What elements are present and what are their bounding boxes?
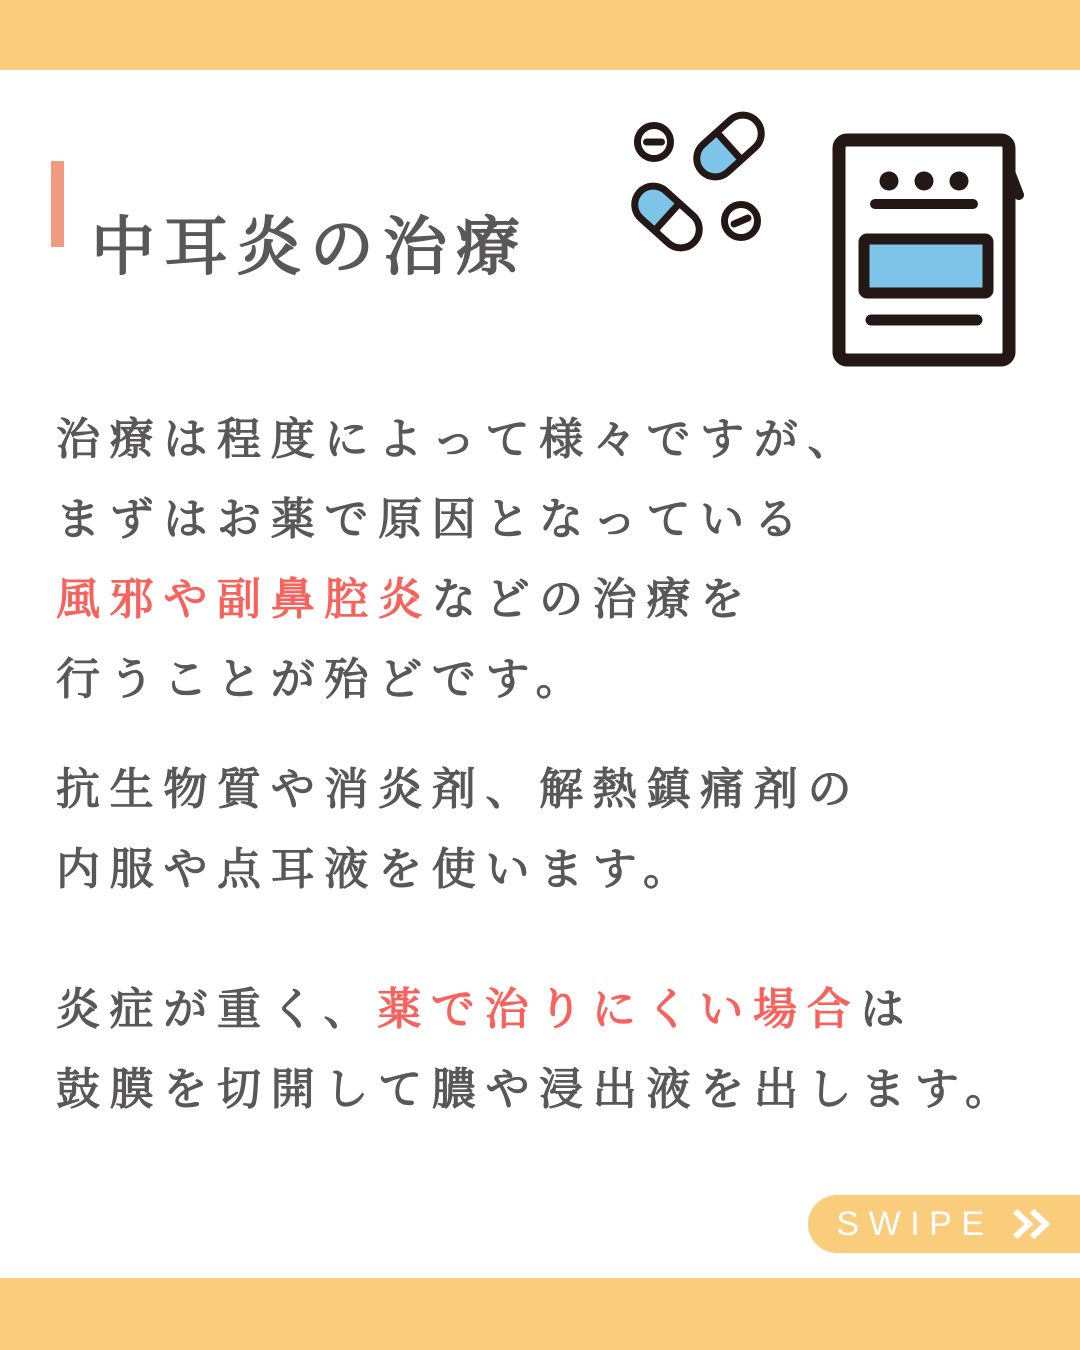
text-line xyxy=(56,750,1046,830)
text-line xyxy=(56,1050,1046,1130)
text-line xyxy=(56,640,1046,720)
text-segment: 鼓膜を切開して膿や浸出液を出します。 xyxy=(56,1065,1019,1114)
page-title: 中耳炎の治療 xyxy=(91,210,529,283)
text-segment: 炎症が重く、 xyxy=(56,985,378,1034)
swipe-button[interactable] xyxy=(808,1195,1080,1253)
text-segment: は xyxy=(860,985,915,1034)
text-line xyxy=(56,830,1046,910)
pills-icon xyxy=(626,104,771,269)
double-chevron-right-icon xyxy=(1010,1207,1052,1241)
text-segment: 治療は程度によって様々ですが、 xyxy=(56,415,862,464)
text-line xyxy=(56,480,1046,560)
text-segment: まずはお薬で原因となっている xyxy=(56,495,808,544)
highlighted-text-segment: 薬で治りにくい場合 xyxy=(377,985,861,1034)
title-accent-bar xyxy=(51,161,64,247)
text-line xyxy=(56,970,1046,1050)
text-segment: 内服や点耳液を使います。 xyxy=(56,845,697,894)
text-segment: 行うことが殆どです。 xyxy=(56,655,590,704)
top-accent-bar xyxy=(0,0,1080,70)
medicine-packet-icon xyxy=(831,131,1029,374)
swipe-label: SWIPE xyxy=(836,1205,994,1243)
text-segment: などの治療を xyxy=(431,575,754,624)
bottom-accent-bar xyxy=(0,1278,1080,1350)
highlighted-text-segment: 風邪や副鼻腔炎 xyxy=(56,575,432,624)
text-line xyxy=(56,400,1046,480)
paragraph-medications xyxy=(56,750,1046,910)
paragraph-treatment-overview xyxy=(56,400,1046,720)
paragraph-severe-cases xyxy=(56,970,1046,1130)
text-segment: 抗生物質や消炎剤、解熱鎮痛剤の xyxy=(56,765,862,814)
text-line xyxy=(56,560,1046,640)
